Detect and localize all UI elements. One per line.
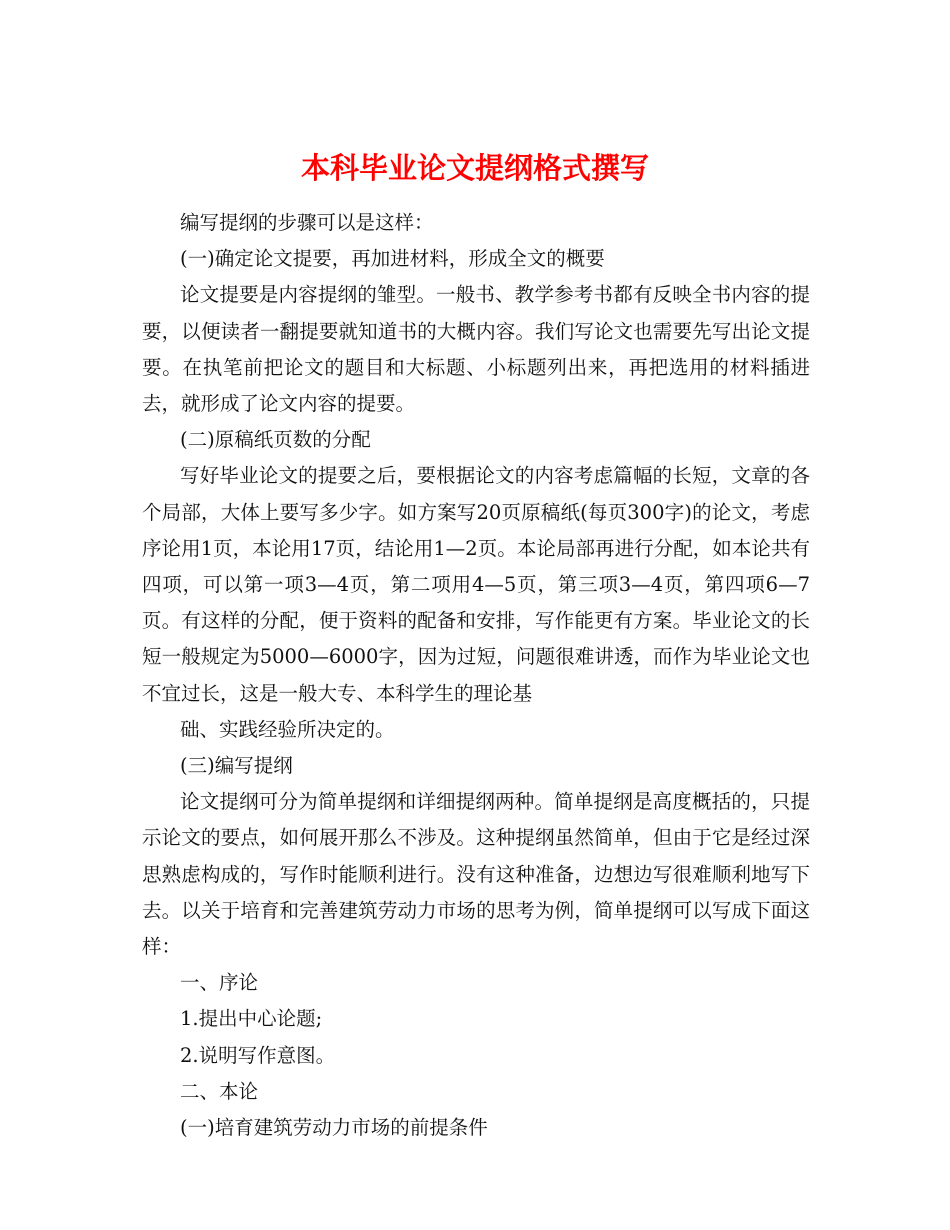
page-title: 本科毕业论文提纲格式撰写 [300, 151, 649, 186]
outline-item-2: 2.说明写作意图。 [180, 1043, 336, 1067]
heading-step-two: (二)原稿纸页数的分配 [180, 428, 371, 452]
paragraph-continuation: 础、实践经验所决定的。 [180, 717, 395, 741]
heading-step-three: (三)编写提纲 [180, 754, 293, 778]
outline-item-1: 1.提出中心论题; [180, 1007, 323, 1031]
heading-step-one: (一)确定论文提要，再加进材料，形成全文的概要 [180, 247, 605, 271]
paragraph-outline-types: 论文提纲可分为简单提纲和详细提纲两种。简单提纲是高度概括的，只提示论文的要点，如何展开那么不涉及。这种提纲虽然简单，但由于它是经过深思熟虑构成的，写作时能顺利进行。没有这种准备，边想边写很难顺利地写下去。以关于培育和完善建筑劳动力市场的思考为例，简单提纲可以写成下面这样： [142, 790, 810, 959]
paragraph-summary: 论文提要是内容提纲的雏型。一般书、教学参考书都有反映全书内容的提要，以便读者一翻提要就知道书的大概内容。我们写论文也需要先写出论文提要。在执笔前把论文的题目和大标题、小标题列出来，再把选用的材料插进去，就形成了论文内容的提要。 [142, 283, 810, 416]
paragraph-page-allocation: 写好毕业论文的提要之后，要根据论文的内容考虑篇幅的长短，文章的各个局部，大体上要写多少字。如方案写20页原稿纸(每页300字)的论文，考虑序论用1页，本论用17页，结论用1—2页。本论局部再进行分配，如本论共有四项，可以第一项3—4页，第二项用4—5页，第三项3—4页，第四项6—7页。有这样的分配，便于资料的配备和安排，写作能更有方案。毕业论文的长短一般规定为5000—6000字，因为过短，问题很难讲透，而作为毕业论文也不宜过长，这是一般大专、本科学生的理论基 [142, 464, 810, 705]
paragraph-steps-intro: 编写提纲的步骤可以是这样： [180, 211, 434, 234]
outline-item-prerequisites: (一)培育建筑劳动力市场的前提条件 [180, 1116, 488, 1140]
outline-item-introduction: 一、序论 [180, 971, 259, 995]
document-body [142, 205, 810, 1146]
outline-item-main-body: 二、本论 [180, 1079, 259, 1103]
